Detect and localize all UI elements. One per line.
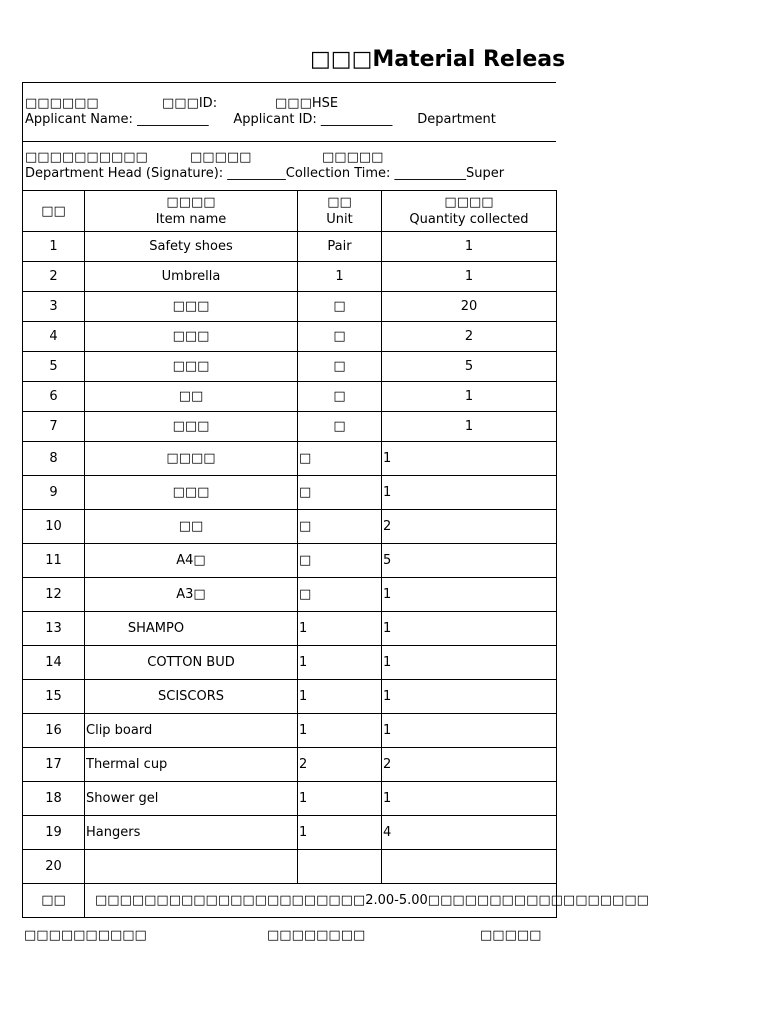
table-row <box>23 680 557 714</box>
table-row <box>23 646 557 680</box>
cell-name: □□ <box>85 510 298 544</box>
applicant-info-section <box>22 82 556 142</box>
table-row <box>23 578 557 612</box>
cell-no: 14 <box>23 646 85 680</box>
cell-no: 5 <box>23 352 85 382</box>
cell-no: 1 <box>23 232 85 262</box>
remark-label: □□ <box>23 884 85 918</box>
cell-name: □□□ <box>85 322 298 352</box>
cell-qty: 2 <box>382 322 557 352</box>
supervisor-cn-label: □□□□□ <box>322 150 384 165</box>
cell-unit: 2 <box>298 748 382 782</box>
cell-qty: 1 <box>382 232 557 262</box>
material-release-table <box>22 190 649 918</box>
footer-label-1: □□□□□□□□□□ <box>24 928 147 943</box>
cell-qty: 1 <box>382 412 557 442</box>
cell-no: 12 <box>23 578 85 612</box>
cell-name: Hangers <box>85 816 298 850</box>
cell-unit: 1 <box>298 714 382 748</box>
table-row <box>23 412 557 442</box>
cell-qty: 20 <box>382 292 557 322</box>
cell-unit: □ <box>298 510 382 544</box>
cell-no: 8 <box>23 442 85 476</box>
cell-unit: 1 <box>298 782 382 816</box>
table-row <box>23 748 557 782</box>
collection-time-cn-label: □□□□□ <box>190 150 252 165</box>
cell-no: 11 <box>23 544 85 578</box>
cell-no: 15 <box>23 680 85 714</box>
cell-no: 18 <box>23 782 85 816</box>
table-row <box>23 442 557 476</box>
cell-qty: 1 <box>382 680 557 714</box>
table-row <box>23 382 557 412</box>
table-row <box>23 850 557 884</box>
cell-qty: 5 <box>382 352 557 382</box>
cell-name: Shower gel <box>85 782 298 816</box>
cell-no: 16 <box>23 714 85 748</box>
table-row <box>23 292 557 322</box>
cell-name: SCISCORS <box>85 680 298 714</box>
col-header-no: □□ <box>23 191 85 232</box>
cell-unit: □ <box>298 322 382 352</box>
cell-name: □□□ <box>85 352 298 382</box>
cell-unit: □ <box>298 292 382 322</box>
cell-unit: 1 <box>298 262 382 292</box>
table-row <box>23 322 557 352</box>
cell-name: Umbrella <box>85 262 298 292</box>
cell-name: □□□ <box>85 412 298 442</box>
col-header-quantity: □□□□ Quantity collected <box>382 191 557 232</box>
cell-unit: 1 <box>298 612 382 646</box>
cell-unit: 1 <box>298 646 382 680</box>
applicant-id-cn-label: □□□ID: <box>162 96 218 111</box>
cell-no: 17 <box>23 748 85 782</box>
cell-name: COTTON BUD <box>85 646 298 680</box>
table-row <box>23 476 557 510</box>
approval-info-en-line: Department Head (Signature): _________Collection Time: ___________Super <box>25 166 505 181</box>
cell-unit: □ <box>298 412 382 442</box>
cell-name: Thermal cup <box>85 748 298 782</box>
table-row <box>23 816 557 850</box>
table-row <box>23 262 557 292</box>
cell-name: Clip board <box>85 714 298 748</box>
cell-name: □□ <box>85 382 298 412</box>
department-head-cn-label: □□□□□□□□□□ <box>25 150 148 165</box>
approval-info-section <box>22 142 556 190</box>
cell-qty <box>382 850 557 884</box>
cell-qty: 1 <box>382 476 557 510</box>
cell-qty: 5 <box>382 544 557 578</box>
table-row <box>23 612 557 646</box>
cell-qty: 1 <box>382 646 557 680</box>
cell-no: 19 <box>23 816 85 850</box>
table-row <box>23 232 557 262</box>
cell-unit: □ <box>298 352 382 382</box>
cell-name <box>85 850 298 884</box>
footer-label-3: □□□□□ <box>480 928 542 943</box>
cell-unit: 1 <box>298 680 382 714</box>
cell-no: 10 <box>23 510 85 544</box>
cell-unit: □ <box>298 578 382 612</box>
cell-no: 9 <box>23 476 85 510</box>
cell-no: 13 <box>23 612 85 646</box>
col-header-item-name: □□□□ Item name <box>85 191 298 232</box>
cell-unit: □ <box>298 476 382 510</box>
cell-unit: □ <box>298 544 382 578</box>
cell-no: 6 <box>23 382 85 412</box>
cell-qty: 2 <box>382 510 557 544</box>
applicant-info-en-line: Applicant Name: ___________ Applicant ID: ___________ Department <box>25 112 496 127</box>
table-row <box>23 510 557 544</box>
cell-qty: 1 <box>382 578 557 612</box>
cell-qty: 4 <box>382 816 557 850</box>
cell-name: □□□□ <box>85 442 298 476</box>
cell-qty: 1 <box>382 262 557 292</box>
table-row <box>23 714 557 748</box>
cell-name: SHAMPO <box>85 612 298 646</box>
cell-name: □□□ <box>85 476 298 510</box>
cell-unit: □ <box>298 382 382 412</box>
cell-no: 7 <box>23 412 85 442</box>
page-title: □□□Material Releas <box>310 47 566 72</box>
col-header-unit: □□ Unit <box>298 191 382 232</box>
cell-name: A4□ <box>85 544 298 578</box>
remark-row <box>23 884 557 918</box>
cell-no: 3 <box>23 292 85 322</box>
table-row <box>23 544 557 578</box>
cell-name: □□□ <box>85 292 298 322</box>
cell-no: 20 <box>23 850 85 884</box>
cell-qty: 2 <box>382 748 557 782</box>
department-cn-label: □□□HSE <box>275 96 339 111</box>
cell-unit: Pair <box>298 232 382 262</box>
cell-name: Safety shoes <box>85 232 298 262</box>
table-header-row <box>23 191 557 232</box>
cell-qty: 1 <box>382 442 557 476</box>
cell-name: A3□ <box>85 578 298 612</box>
cell-qty: 1 <box>382 782 557 816</box>
applicant-name-cn-label: □□□□□□ <box>25 96 99 111</box>
cell-qty: 1 <box>382 382 557 412</box>
cell-unit: 1 <box>298 816 382 850</box>
cell-unit <box>298 850 382 884</box>
table-row <box>23 352 557 382</box>
cell-no: 4 <box>23 322 85 352</box>
cell-no: 2 <box>23 262 85 292</box>
cell-unit: □ <box>298 442 382 476</box>
table-row <box>23 782 557 816</box>
cell-qty: 1 <box>382 612 557 646</box>
remark-text: □□□□□□□□□□□□□□□□□□□□□□2.00-5.00□□□□□□□□□□□□□□□□□□ <box>85 884 557 918</box>
footer-label-2: □□□□□□□□ <box>267 928 366 943</box>
cell-qty: 1 <box>382 714 557 748</box>
